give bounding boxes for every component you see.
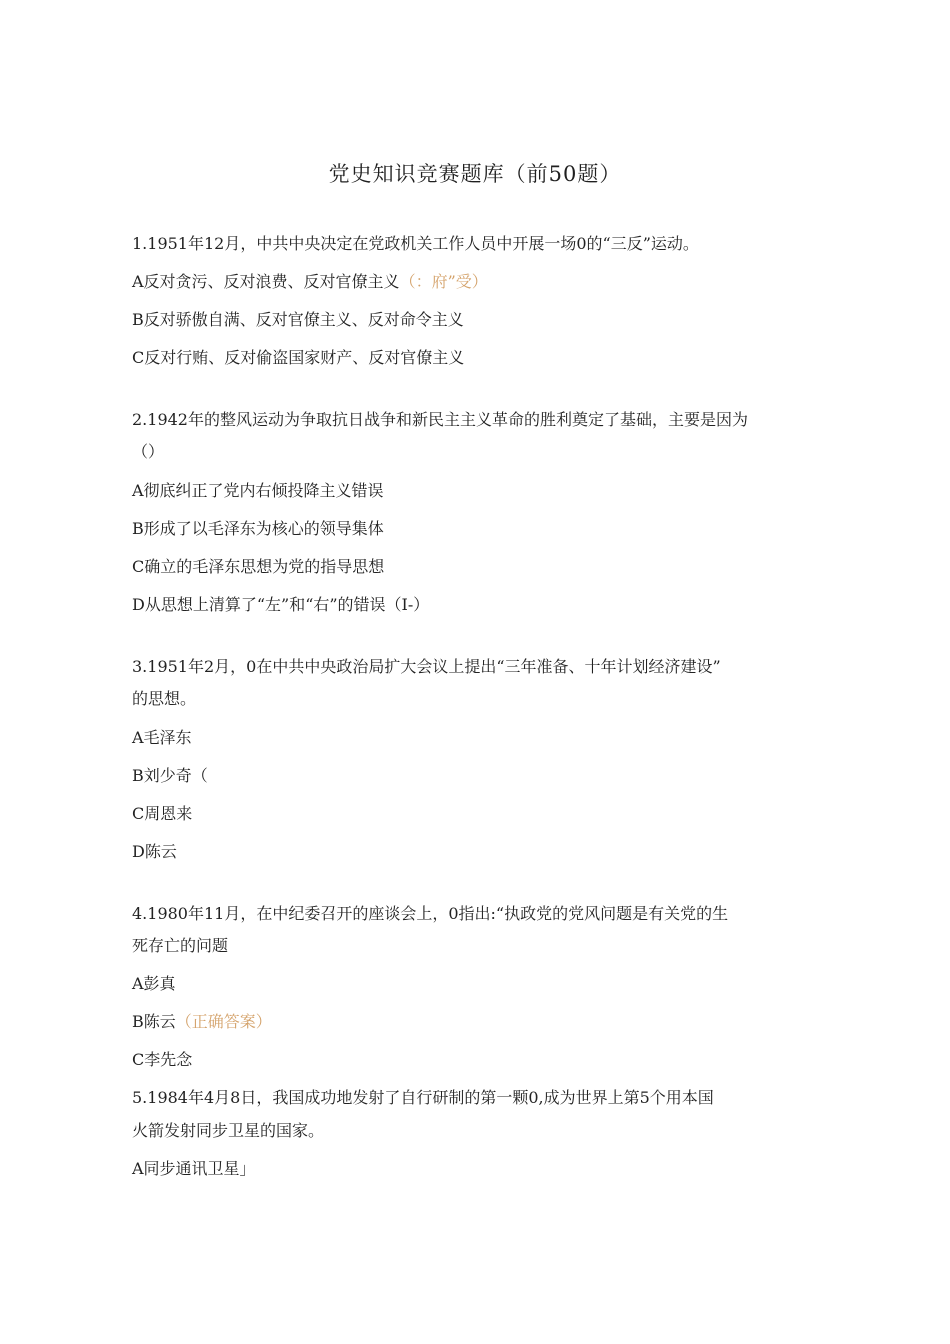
question-3-option-d: D陈云 (132, 842, 177, 861)
question-3-option-b: B刘少奇（ (132, 766, 208, 785)
answer-note: （：府”受） (399, 272, 488, 291)
question-1-option-b: B反对骄傲自满、反对官僚主义、反对命令主义 (132, 310, 464, 329)
question-4-option-b (132, 1011, 272, 1033)
question-1-option-a (132, 271, 488, 293)
option-text: A反对贪污、反对浪费、反对官僚主义 (132, 272, 400, 291)
question-1-stem: 1.1951年12月，中共中央决定在党政机关工作人员中开展一场0的“三反”运动。 (132, 234, 699, 253)
question-5-option-a: A同步通讯卫星」 (132, 1159, 256, 1178)
question-2-option-a: A彻底纠正了党内右倾投降主义错误 (132, 481, 384, 500)
question-2-stem-line-1: 2.1942年的整风运动为争取抗日战争和新民主主义革命的胜利奠定了基础，主要是因为 (132, 410, 748, 429)
question-2-stem-line-2: （） (132, 442, 165, 461)
question-2-option-c: C确立的毛泽东思想为党的指导思想 (132, 557, 385, 576)
question-3-stem-line-2: 的思想。 (132, 689, 197, 708)
question-4-stem-line-2: 死存亡的问题 (132, 936, 229, 955)
question-5-stem-line-2: 火箭发射同步卫星的国家。 (132, 1121, 325, 1140)
answer-note: （正确答案） (175, 1012, 272, 1031)
question-2-option-d: D从思想上清算了“左”和“右”的错误（I-） (132, 595, 430, 614)
question-1-option-c: C反对行贿、反对偷盗国家财产、反对官僚主义 (132, 348, 465, 367)
question-4-option-a: A彭真 (132, 974, 176, 993)
question-4-stem-line-1: 4.1980年11月，在中纪委召开的座谈会上，0指出:“执政党的党风问题是有关党的生 (132, 904, 729, 923)
question-4-option-c: C李先念 (132, 1050, 193, 1069)
page-title: 党史知识竞赛题库（前50题） (328, 162, 622, 186)
question-3-option-c: C周恩来 (132, 804, 193, 823)
question-5-stem-line-1: 5.1984年4月8日，我国成功地发射了自行研制的第一颗0,成为世界上第5个用本国 (132, 1088, 714, 1107)
question-3-stem-line-1: 3.1951年2月，0在中共中央政治局扩大会议上提出“三年准备、十年计划经济建设” (132, 657, 721, 676)
question-3-option-a: A毛泽东 (132, 728, 192, 747)
option-text: B陈云 (132, 1012, 176, 1031)
question-2-option-b: B形成了以毛泽东为核心的领导集体 (132, 519, 384, 538)
